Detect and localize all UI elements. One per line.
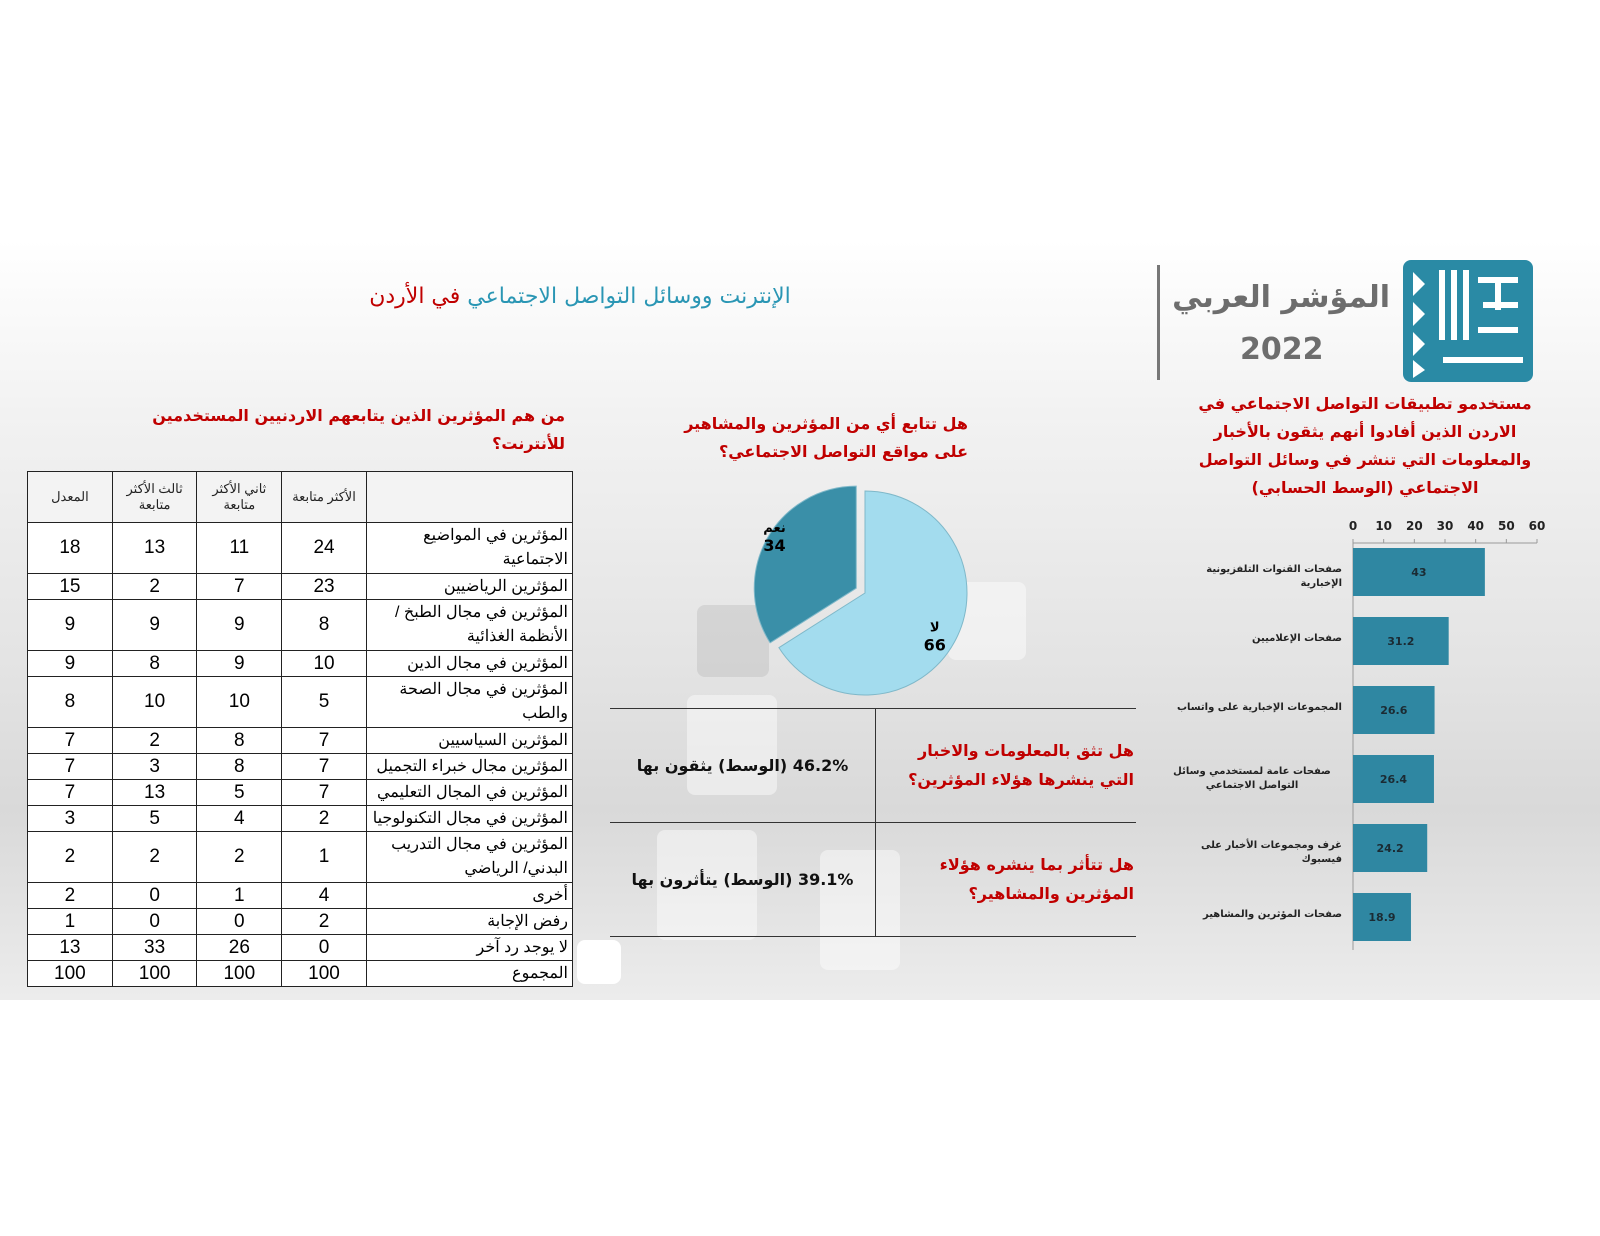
cell-value: 100 (112, 961, 197, 987)
table-title-line: للأنترنت؟ (492, 434, 565, 453)
cell-value: 4 (197, 806, 282, 832)
cell-value: 33 (112, 935, 197, 961)
cell-value: 9 (197, 651, 282, 677)
cell-value: 2 (28, 883, 113, 909)
cell-value: 13 (112, 523, 197, 574)
bar-category-label: غرف ومجموعات الأخبار على فيسبوك (1200, 840, 1342, 865)
x-tick-label: 0 (1348, 519, 1358, 533)
row-label: المؤثرين في المواضيع الاجتماعية (366, 523, 572, 574)
row-label: المؤثرين في مجال الطبخ / الأنظمة الغذائية (366, 600, 572, 651)
bar-value-label: 24.2 (1376, 842, 1404, 855)
cell-value: 7 (282, 780, 367, 806)
cell-value: 2 (282, 806, 367, 832)
cell-value: 1 (28, 909, 113, 935)
cell-value: 2 (112, 574, 197, 600)
row-label: رفض الإجابة (366, 909, 572, 935)
cell-value: 13 (28, 935, 113, 961)
pie-label: لا (929, 620, 940, 636)
cell-value: 100 (282, 961, 367, 987)
bar-category-label: المجموعات الإخبارية على واتساب (1176, 702, 1342, 713)
cell-value: 9 (112, 600, 197, 651)
cell-value: 9 (28, 600, 113, 651)
brand-year: 2022 (1240, 332, 1324, 367)
bar-title-line: الاردن الذين أفادوا أنهم يثقون بالأخبار (1213, 422, 1517, 441)
cell-value: 2 (112, 832, 197, 883)
x-tick-label: 10 (1375, 519, 1393, 533)
table-title-line: من هم المؤثرين الذين يتابعهم الاردنيين المستخدمين (152, 406, 565, 425)
column-header: الأكثر متابعة (282, 472, 367, 523)
column-header: المعدل (28, 472, 113, 523)
cell-value: 2 (28, 832, 113, 883)
cell-value: 7 (28, 728, 113, 754)
cell-value: 5 (197, 780, 282, 806)
cell-value: 7 (282, 728, 367, 754)
cell-value: 100 (197, 961, 282, 987)
pie-title-line: على مواقع التواصل الاجتماعي؟ (718, 442, 968, 461)
bar-title-line: الاجتماعي (الوسط الحسابي) (1251, 478, 1479, 497)
cell-value: 7 (28, 780, 113, 806)
row-label: المؤثرين في مجال التدريب البدني/ الرياضي (366, 832, 572, 883)
cell-value: 13 (112, 780, 197, 806)
cell-value: 23 (282, 574, 367, 600)
cell-value: 10 (282, 651, 367, 677)
cell-value: 8 (197, 754, 282, 780)
trust-answer: 46.2% (الوسط) يثقون بها (636, 756, 849, 775)
influence-question: هل تتأثر بما ينشره هؤلاء المؤثرين والمشاهير؟ (939, 855, 1134, 903)
cell-value: 8 (282, 600, 367, 651)
pie-title-line: هل تتابع أي من المؤثرين والمشاهير (684, 414, 968, 433)
cell-value: 9 (197, 600, 282, 651)
cell-value: 0 (112, 883, 197, 909)
cell-value: 10 (197, 677, 282, 728)
cell-value: 4 (282, 883, 367, 909)
row-label: المؤثرين في مجال الدين (366, 651, 572, 677)
cell-value: 10 (112, 677, 197, 728)
cell-value: 2 (282, 909, 367, 935)
bar-title-line: مستخدمو تطبيقات التواصل الاجتماعي في (1198, 394, 1532, 413)
bar-category-label: صفحات عامة لمستخدمي وسائل التواصل الاجتماعي (1173, 766, 1331, 791)
x-tick-label: 20 (1405, 519, 1423, 533)
x-tick-label: 60 (1528, 519, 1546, 533)
cell-value: 0 (112, 909, 197, 935)
cell-value: 7 (197, 574, 282, 600)
pie-value: 66 (923, 635, 946, 655)
bar-category-label: صفحات الإعلاميين (1251, 633, 1342, 644)
bar-title-line: والمعلومات التي تنشر في وسائل التواصل (1198, 450, 1532, 469)
row-label: لا يوجد رد آخر (366, 935, 572, 961)
bar-value-label: 18.9 (1368, 911, 1396, 924)
cell-value: 5 (282, 677, 367, 728)
pie-label: نعم (763, 520, 786, 536)
x-tick-label: 50 (1497, 519, 1515, 533)
row-label: أخرى (366, 883, 572, 909)
row-label: المؤثرين مجال خبراء التجميل (366, 754, 572, 780)
pie-value: 34 (763, 535, 786, 555)
cell-value: 11 (197, 523, 282, 574)
page-title-part1: الإنترنت ووسائل التواصل الاجتماعي (467, 284, 791, 309)
cell-value: 2 (197, 832, 282, 883)
cell-value: 9 (28, 651, 113, 677)
cell-value: 7 (28, 754, 113, 780)
cell-value: 18 (28, 523, 113, 574)
x-tick-label: 30 (1436, 519, 1454, 533)
column-header: ثاني الأكثر متابعة (197, 472, 282, 523)
cell-value: 0 (197, 909, 282, 935)
row-label: المجموع (366, 961, 572, 987)
row-label: المؤثرين في مجال الصحة والطب (366, 677, 572, 728)
cell-value: 5 (112, 806, 197, 832)
cell-value: 15 (28, 574, 113, 600)
row-label: المؤثرين في مجال التكنولوجيا (366, 806, 572, 832)
row-label: المؤثرين الرياضيين (366, 574, 572, 600)
cell-value: 2 (112, 728, 197, 754)
cell-value: 100 (28, 961, 113, 987)
cell-value: 7 (282, 754, 367, 780)
row-label: المؤثرين في المجال التعليمي (366, 780, 572, 806)
row-label: المؤثرين السياسيين (366, 728, 572, 754)
cell-value: 1 (282, 832, 367, 883)
cell-value: 8 (197, 728, 282, 754)
bar-value-label: 31.2 (1387, 635, 1415, 648)
bar-value-label: 26.4 (1379, 773, 1408, 786)
bar-category-label: صفحات المؤثرين والمشاهير (1203, 909, 1342, 920)
x-tick-label: 40 (1467, 519, 1485, 533)
bar-value-label: 26.6 (1380, 704, 1408, 717)
trust-question: هل تثق بالمعلومات والاخبار التي ينشرها هؤلاء المؤثرين؟ (908, 741, 1134, 789)
brand-name: المؤشر العربي (1172, 280, 1390, 315)
cell-value: 3 (28, 806, 113, 832)
cell-value: 8 (112, 651, 197, 677)
cell-value: 26 (197, 935, 282, 961)
page-title-part2: في الأردن (369, 284, 461, 309)
cell-value: 0 (282, 935, 367, 961)
cell-value: 8 (28, 677, 113, 728)
cell-value: 1 (197, 883, 282, 909)
bar-value-label: 43 (1411, 566, 1427, 579)
column-header: ثالث الأكثر متابعة (112, 472, 197, 523)
cell-value: 3 (112, 754, 197, 780)
cell-value: 24 (282, 523, 367, 574)
bar-category-label: صفحات القنوات التلفزيونية الإخبارية (1206, 564, 1342, 589)
influence-answer: 39.1% (الوسط) يتأثرون بها (631, 870, 854, 889)
